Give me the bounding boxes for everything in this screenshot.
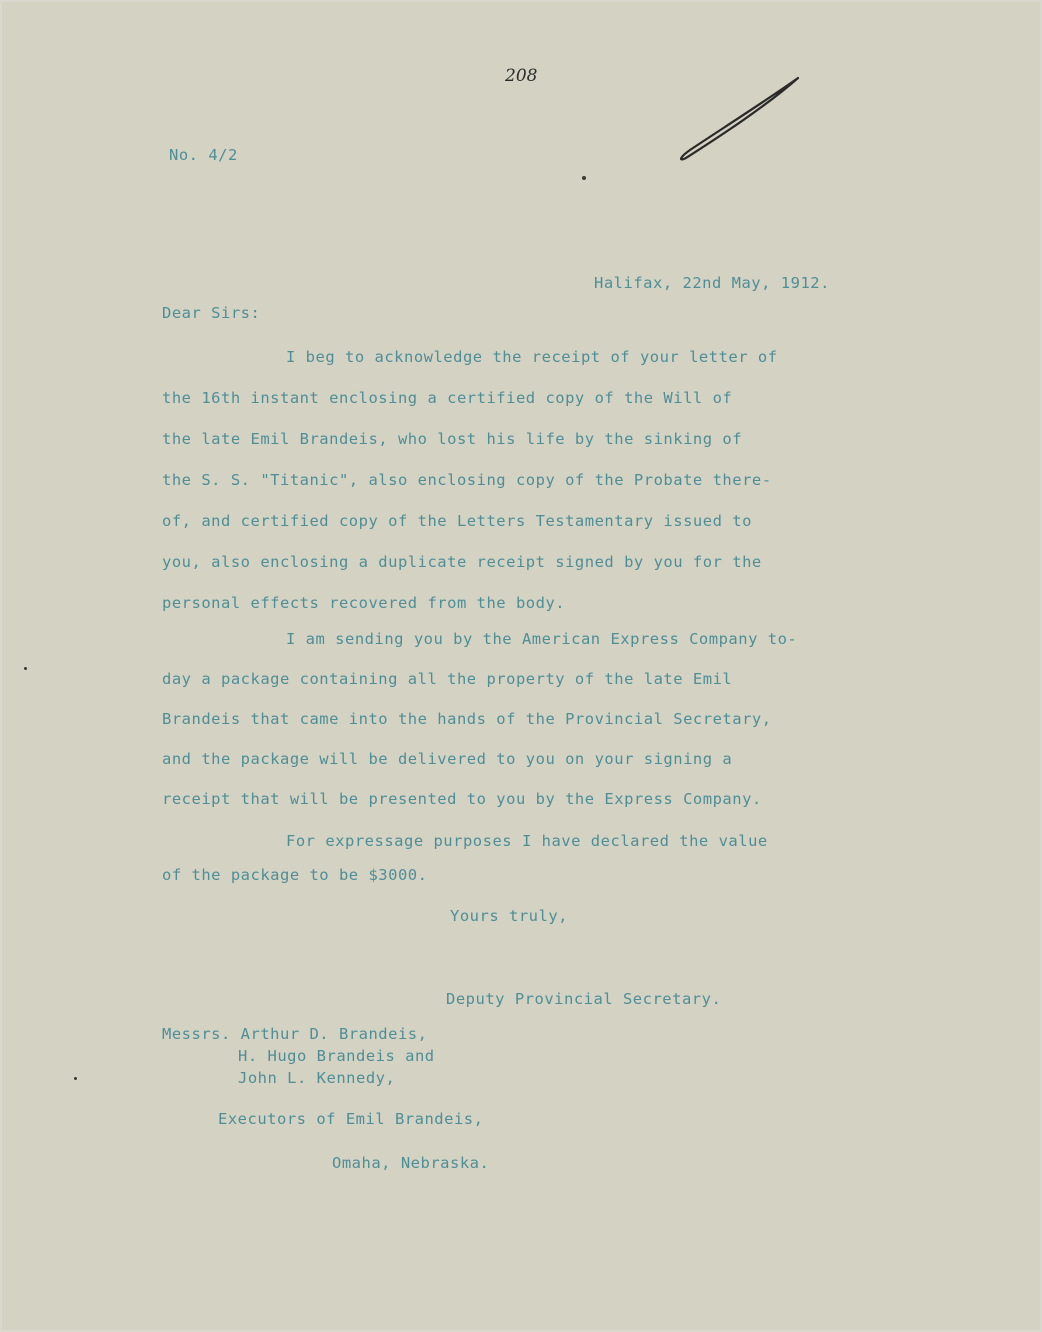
addressee-line: Omaha, Nebraska. [332,1154,490,1172]
body-line: you, also enclosing a duplicate receipt signed by you for the [162,553,762,571]
addressee-line: Executors of Emil Brandeis, [218,1110,484,1128]
body-line: day a package containing all the property of the late Emil [162,670,733,688]
body-line: and the package will be delivered to you on your signing a [162,750,733,768]
body-line: of the package to be $3000. [162,866,428,884]
body-line: I am sending you by the American Express Company to- [286,630,798,648]
body-line: the 16th instant enclosing a certified copy of the Will of [162,389,733,407]
page-number-annotation: 208 [505,66,538,86]
date-line: Halifax, 22nd May, 1912. [594,274,830,292]
paper-speck [582,176,586,180]
salutation: Dear Sirs: [162,304,261,322]
addressee-line: John L. Kennedy, [238,1069,396,1087]
body-line: Brandeis that came into the hands of the Provincial Secretary, [162,710,772,728]
body-line: of, and certified copy of the Letters Testamentary issued to [162,512,752,530]
paper-speck [24,667,27,670]
reference-number: No. 4/2 [169,146,238,164]
pen-check-mark-icon [670,74,802,164]
closing: Yours truly, [450,907,568,925]
paper-speck [74,1077,77,1080]
body-line: I beg to acknowledge the receipt of your letter of [286,348,778,366]
addressee-line: H. Hugo Brandeis and [238,1047,435,1065]
body-line: the S. S. "Titanic", also enclosing copy of the Probate there- [162,471,772,489]
body-line: personal effects recovered from the body. [162,594,566,612]
addressee-line: Messrs. Arthur D. Brandeis, [162,1025,428,1043]
body-line: For expressage purposes I have declared the value [286,832,768,850]
body-line: receipt that will be presented to you by the Express Company. [162,790,762,808]
body-line: the late Emil Brandeis, who lost his life by the sinking of [162,430,743,448]
signature-title: Deputy Provincial Secretary. [446,990,722,1008]
